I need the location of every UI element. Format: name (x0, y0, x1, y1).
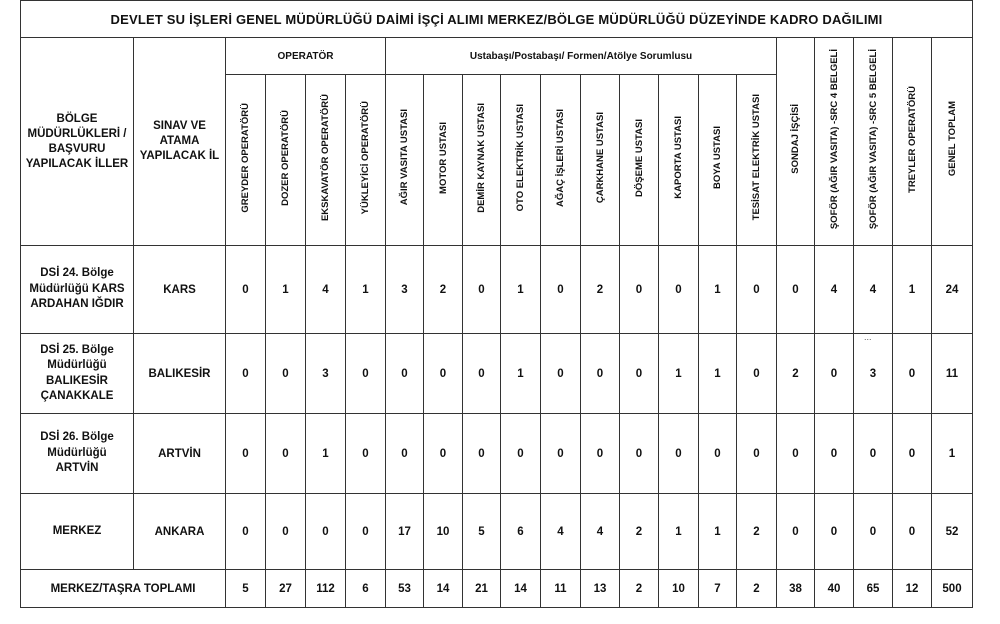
column-header: DEMİR KAYNAK USTASI (463, 75, 501, 246)
value-cell: 0 (699, 414, 737, 494)
total-value-cell: 14 (501, 570, 541, 608)
value-cell: 0 (659, 246, 699, 334)
value-cell: 0 (346, 494, 386, 570)
value-cell: 0 (463, 246, 501, 334)
total-value-cell: 40 (815, 570, 854, 608)
column-header: DOZER OPERATÖRÜ (266, 75, 306, 246)
value-cell: 0 (346, 334, 386, 414)
column-header: EKSKAVATÖR OPERATÖRÜ (306, 75, 346, 246)
value-cell: 1 (306, 414, 346, 494)
value-cell: 24 (932, 246, 973, 334)
value-cell: 0 (815, 414, 854, 494)
table-body (21, 246, 973, 570)
total-value-cell: 2 (737, 570, 777, 608)
value-cell: 0 (424, 414, 463, 494)
value-cell: 2 (620, 494, 659, 570)
column-header: TESİSAT ELEKTRİK USTASI (737, 75, 777, 246)
value-cell: 0 (777, 414, 815, 494)
value-cell: 0 (815, 494, 854, 570)
total-value-cell: 112 (306, 570, 346, 608)
value-cell: 10 (424, 494, 463, 570)
column-header: ŞOFÖR (AĞIR VASITA) -SRC 5 BELGELİ (854, 38, 893, 246)
value-cell: 0 (541, 414, 581, 494)
total-value-cell: 14 (424, 570, 463, 608)
value-cell: 0 (346, 414, 386, 494)
foreman-group-header: Ustabaşı/Postabaşı/ Formen/Atölye Sorumlusu (386, 38, 777, 75)
total-value-cell: 7 (699, 570, 737, 608)
value-cell: 0 (541, 246, 581, 334)
value-cell: 2 (737, 494, 777, 570)
value-cell: 4 (581, 494, 620, 570)
exam-city-cell: ANKARA (134, 494, 226, 570)
value-cell: 0 (854, 414, 893, 494)
total-value-cell: 65 (854, 570, 893, 608)
value-cell: 1 (659, 334, 699, 414)
value-cell: 0 (581, 414, 620, 494)
value-cell: 1 (659, 494, 699, 570)
value-cell: 1 (346, 246, 386, 334)
value-cell: 0 (463, 414, 501, 494)
value-cell: 1 (932, 414, 973, 494)
region-column-header: BÖLGE MÜDÜRLÜKLERİ / BAŞVURU YAPILACAK İLLER (21, 38, 134, 246)
table-title: DEVLET SU İŞLERİ GENEL MÜDÜRLÜĞÜ DAİMİ İŞÇİ ALIMI MERKEZ/BÖLGE MÜDÜRLÜĞÜ DÜZEYİNDE KADRO DAĞILIMI (21, 1, 973, 38)
column-header: DÖŞEME USTASI (620, 75, 659, 246)
table-row (21, 494, 973, 570)
value-cell: 0 (815, 334, 854, 414)
value-cell: 0 (737, 414, 777, 494)
value-cell: 0 (737, 246, 777, 334)
value-cell: 0 (541, 334, 581, 414)
column-header: KAPORTA USTASI (659, 75, 699, 246)
value-cell: 2 (777, 334, 815, 414)
total-value-cell: 21 (463, 570, 501, 608)
value-cell: 11 (932, 334, 973, 414)
value-cell: 0 (659, 414, 699, 494)
value-cell: 0 (424, 334, 463, 414)
value-cell: 0 (854, 494, 893, 570)
value-cell: 4 (815, 246, 854, 334)
value-cell: 3 (854, 334, 893, 414)
value-cell: 3 (306, 334, 346, 414)
column-header: YÜKLEYİCİ OPERATÖRÜ (346, 75, 386, 246)
operator-group-header: OPERATÖR (226, 38, 386, 75)
value-cell: 0 (737, 334, 777, 414)
value-cell: 2 (424, 246, 463, 334)
column-header: SONDAJ İŞÇİSİ (777, 38, 815, 246)
value-cell: 0 (266, 414, 306, 494)
value-cell: 0 (386, 414, 424, 494)
total-value-cell: 6 (346, 570, 386, 608)
column-header: AĞIR VASITA USTASI (386, 75, 424, 246)
total-value-cell: 38 (777, 570, 815, 608)
value-cell: 4 (306, 246, 346, 334)
value-cell: 17 (386, 494, 424, 570)
value-cell: 0 (266, 334, 306, 414)
value-cell: 6 (501, 494, 541, 570)
value-cell: 4 (854, 246, 893, 334)
column-header: GENEL TOPLAM (932, 38, 973, 246)
value-cell: 0 (463, 334, 501, 414)
value-cell: 0 (777, 246, 815, 334)
table-row (21, 246, 973, 334)
stray-mark: ... (864, 332, 872, 342)
value-cell: 5 (463, 494, 501, 570)
region-cell: DSİ 26. Bölge Müdürlüğü ARTVİN (21, 414, 134, 494)
value-cell: 0 (226, 246, 266, 334)
column-header: AĞAÇ İŞLERİ USTASI (541, 75, 581, 246)
value-cell: 52 (932, 494, 973, 570)
column-header: BOYA USTASI (699, 75, 737, 246)
value-cell: 1 (699, 246, 737, 334)
column-header: GREYDER OPERATÖRÜ (226, 75, 266, 246)
value-cell: 0 (777, 494, 815, 570)
exam-city-cell: KARS (134, 246, 226, 334)
value-cell: 0 (893, 494, 932, 570)
column-header: ŞOFÖR (AĞIR VASITA) -SRC 4 BELGELİ (815, 38, 854, 246)
value-cell: 4 (541, 494, 581, 570)
column-header: ÇARKHANE USTASI (581, 75, 620, 246)
value-cell: 0 (226, 494, 266, 570)
value-cell: 1 (699, 494, 737, 570)
region-cell: DSİ 25. Bölge Müdürlüğü BALIKESİR ÇANAKKALE (21, 334, 134, 414)
value-cell: 2 (581, 246, 620, 334)
column-header: MOTOR USTASI (424, 75, 463, 246)
value-cell: 1 (501, 334, 541, 414)
exam-city-cell: BALIKESİR (134, 334, 226, 414)
total-value-cell: 53 (386, 570, 424, 608)
value-cell: 0 (620, 246, 659, 334)
total-value-cell: 2 (620, 570, 659, 608)
total-value-cell: 5 (226, 570, 266, 608)
column-header: TREYLER OPERATÖRÜ (893, 38, 932, 246)
column-header: OTO ELEKTRİK USTASI (501, 75, 541, 246)
value-cell: 0 (620, 334, 659, 414)
value-cell: 0 (581, 334, 620, 414)
staff-distribution-table (20, 0, 973, 608)
value-cell: 3 (386, 246, 424, 334)
value-cell: 1 (501, 246, 541, 334)
total-value-cell: 10 (659, 570, 699, 608)
region-cell: DSİ 24. Bölge Müdürlüğü KARS ARDAHAN IĞDIR (21, 246, 134, 334)
value-cell: 0 (226, 334, 266, 414)
totals-label: MERKEZ/TAŞRA TOPLAMI (21, 570, 226, 608)
total-value-cell: 12 (893, 570, 932, 608)
value-cell: 0 (893, 334, 932, 414)
value-cell: 1 (893, 246, 932, 334)
exam-city-cell: ARTVİN (134, 414, 226, 494)
value-cell: 0 (266, 494, 306, 570)
region-cell: MERKEZ (21, 494, 134, 570)
table-row (21, 334, 973, 414)
table-row (21, 414, 973, 494)
exam-city-column-header: SINAV VE ATAMA YAPILACAK İL (134, 38, 226, 246)
totals-row (21, 570, 973, 608)
value-cell: 0 (306, 494, 346, 570)
value-cell: 0 (386, 334, 424, 414)
value-cell: 1 (699, 334, 737, 414)
total-value-cell: 500 (932, 570, 973, 608)
value-cell: 0 (501, 414, 541, 494)
value-cell: 1 (266, 246, 306, 334)
value-cell: 0 (893, 414, 932, 494)
value-cell: 0 (620, 414, 659, 494)
total-value-cell: 11 (541, 570, 581, 608)
total-value-cell: 27 (266, 570, 306, 608)
total-value-cell: 13 (581, 570, 620, 608)
value-cell: 0 (226, 414, 266, 494)
